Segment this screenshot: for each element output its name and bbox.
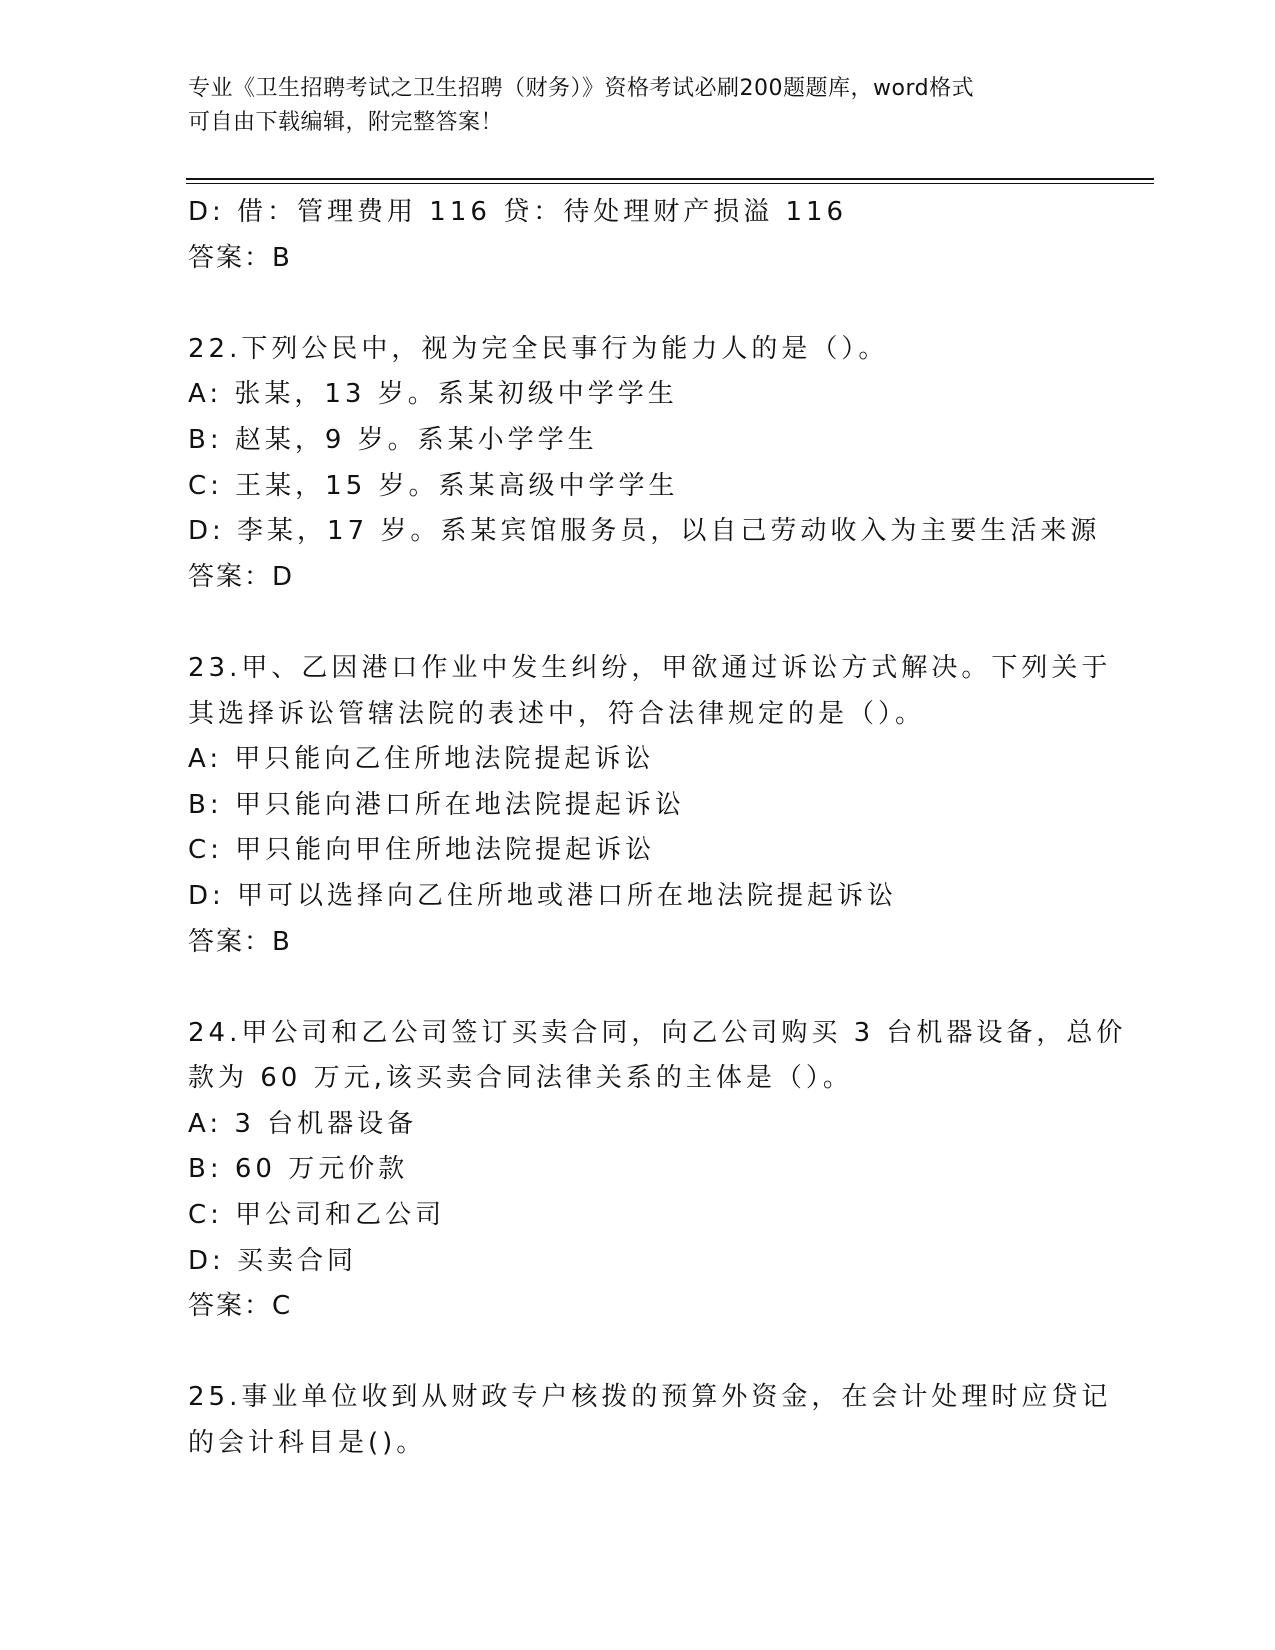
option-c: C: 王某，15 岁。系某高级中学学生 [188, 470, 679, 501]
question-stem: 25.事业单位收到从财政专户核拨的预算外资金，在会计处理时应贷记 [188, 1382, 1112, 1413]
question-stem-continued: 款为 60 万元,该买卖合同法律关系的主体是（）。 [188, 1063, 853, 1094]
header-divider-thin [186, 183, 1154, 184]
question-stem-continued: 其选择诉讼管辖法院的表述中，符合法律规定的是（）。 [188, 698, 926, 729]
option-d: D: 买卖合同 [188, 1245, 358, 1276]
option-c: C: 甲公司和乙公司 [188, 1200, 446, 1231]
answer-line: 答案：B [188, 242, 292, 273]
option-b: B: 赵某，9 岁。系某小学学生 [188, 424, 598, 455]
question-22 [188, 327, 1101, 601]
question-25 [188, 1375, 1112, 1466]
option-d: D: 甲可以选择向乙住所地或港口所在地法院提起诉讼 [188, 880, 898, 911]
previous-question-tail [188, 190, 1088, 281]
header-title-line-1: 专业《卫生招聘考试之卫生招聘（财务）》资格考试必刷200题题库，word格式 [188, 76, 975, 101]
answer-line: 答案：D [188, 561, 295, 592]
question-24 [188, 1011, 1127, 1330]
option-a: A: 甲只能向乙住所地法院提起诉讼 [188, 744, 655, 775]
spacer [188, 281, 1088, 327]
option-d: D: 借：管理费用 116 贷：待处理财产损溢 116 [188, 197, 848, 227]
spacer [188, 1330, 1088, 1376]
question-23 [188, 646, 1112, 965]
option-b: B: 甲只能向港口所在地法院提起诉讼 [188, 789, 685, 820]
option-d: D: 李某，17 岁。系某宾馆服务员，以自己劳动收入为主要生活来源 [188, 516, 1101, 547]
option-c: C: 甲只能向甲住所地法院提起诉讼 [188, 835, 656, 866]
question-list [188, 190, 1127, 1467]
option-a: A: 3 台机器设备 [188, 1108, 418, 1139]
spacer [188, 600, 1088, 646]
question-stem-continued: 的会计科目是()。 [188, 1428, 427, 1459]
answer-line: 答案：C [188, 1291, 293, 1322]
header-divider-thick [186, 178, 1154, 180]
header-title-line-2: 可自由下载编辑，附完整答案！ [188, 110, 504, 135]
spacer [188, 965, 1088, 1011]
option-a: A: 张某，13 岁。系某初级中学学生 [188, 379, 678, 410]
answer-line: 答案：B [188, 926, 292, 957]
question-stem: 24.甲公司和乙公司签订买卖合同，向乙公司购买 3 台机器设备，总价 [188, 1017, 1127, 1048]
document-header [188, 72, 1088, 140]
question-stem: 23.甲、乙因港口作业中发生纠纷，甲欲通过诉讼方式解决。下列关于 [188, 652, 1112, 683]
option-b: B: 60 万元价款 [188, 1154, 409, 1185]
question-stem: 22.下列公民中，视为完全民事行为能力人的是（）。 [188, 333, 889, 364]
